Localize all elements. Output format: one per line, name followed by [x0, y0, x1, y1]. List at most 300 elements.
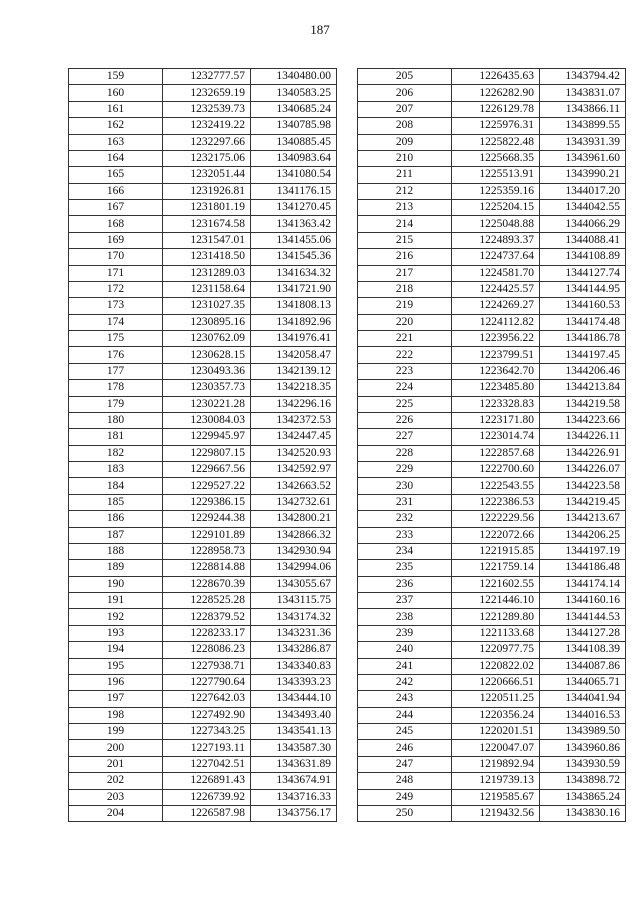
- table-row: [69, 560, 337, 576]
- table-row: [358, 773, 626, 789]
- x-coordinate-cell: 1227042.51: [163, 756, 251, 772]
- y-coordinate-cell: 1343865.24: [540, 789, 626, 805]
- x-coordinate-cell: 1230221.28: [163, 396, 251, 412]
- page-number: 187: [310, 22, 330, 37]
- y-coordinate-cell: 1344160.16: [540, 593, 626, 609]
- x-coordinate-cell: 1232297.66: [163, 134, 251, 150]
- point-number-cell: 224: [358, 380, 452, 396]
- point-number-cell: 249: [358, 789, 452, 805]
- x-coordinate-cell: 1226587.98: [163, 805, 251, 821]
- x-coordinate-cell: 1227938.71: [163, 658, 251, 674]
- table-row: [358, 380, 626, 396]
- x-coordinate-cell: 1229386.15: [163, 494, 251, 510]
- x-coordinate-cell: 1222857.68: [452, 445, 540, 461]
- y-coordinate-cell: 1343794.42: [540, 69, 626, 85]
- x-coordinate-cell: 1232659.19: [163, 85, 251, 101]
- x-coordinate-cell: 1225204.15: [452, 200, 540, 216]
- y-coordinate-cell: 1344127.74: [540, 265, 626, 281]
- y-coordinate-cell: 1341976.41: [251, 331, 337, 347]
- table-row: [69, 150, 337, 166]
- point-number-cell: 167: [69, 200, 163, 216]
- point-number-cell: 225: [358, 396, 452, 412]
- point-number-cell: 213: [358, 200, 452, 216]
- y-coordinate-cell: 1341808.13: [251, 298, 337, 314]
- y-coordinate-cell: 1340685.24: [251, 101, 337, 117]
- y-coordinate-cell: 1343990.21: [540, 167, 626, 183]
- point-number-cell: 179: [69, 396, 163, 412]
- y-coordinate-cell: 1343831.07: [540, 85, 626, 101]
- point-number-cell: 194: [69, 642, 163, 658]
- x-coordinate-cell: 1222386.53: [452, 494, 540, 510]
- point-number-cell: 242: [358, 674, 452, 690]
- x-coordinate-cell: 1222072.66: [452, 527, 540, 543]
- point-number-cell: 223: [358, 363, 452, 379]
- table-row: [358, 347, 626, 363]
- y-coordinate-cell: 1344206.46: [540, 363, 626, 379]
- y-coordinate-cell: 1342372.53: [251, 412, 337, 428]
- x-coordinate-cell: 1220822.02: [452, 658, 540, 674]
- table-row: [358, 674, 626, 690]
- y-coordinate-cell: 1343587.30: [251, 740, 337, 756]
- y-coordinate-cell: 1343541.13: [251, 724, 337, 740]
- y-coordinate-cell: 1340583.25: [251, 85, 337, 101]
- x-coordinate-cell: 1219739.13: [452, 773, 540, 789]
- point-number-cell: 204: [69, 805, 163, 821]
- point-number-cell: 185: [69, 494, 163, 510]
- y-coordinate-cell: 1342296.16: [251, 396, 337, 412]
- x-coordinate-cell: 1228814.88: [163, 560, 251, 576]
- x-coordinate-cell: 1229101.89: [163, 527, 251, 543]
- x-coordinate-cell: 1230084.03: [163, 412, 251, 428]
- y-coordinate-cell: 1344108.39: [540, 642, 626, 658]
- y-coordinate-cell: 1341080.54: [251, 167, 337, 183]
- table-row: [358, 805, 626, 821]
- table-row: [69, 101, 337, 117]
- x-coordinate-cell: 1220201.51: [452, 724, 540, 740]
- y-coordinate-cell: 1344042.55: [540, 200, 626, 216]
- point-number-cell: 222: [358, 347, 452, 363]
- y-coordinate-cell: 1344186.48: [540, 560, 626, 576]
- x-coordinate-cell: 1223485.80: [452, 380, 540, 396]
- x-coordinate-cell: 1229527.22: [163, 478, 251, 494]
- x-coordinate-cell: 1224581.70: [452, 265, 540, 281]
- x-coordinate-cell: 1222229.56: [452, 511, 540, 527]
- table-row: [69, 298, 337, 314]
- y-coordinate-cell: 1341455.06: [251, 232, 337, 248]
- coordinates-table-left: [68, 68, 337, 822]
- y-coordinate-cell: 1341270.45: [251, 200, 337, 216]
- y-coordinate-cell: 1344197.19: [540, 543, 626, 559]
- table-row: [69, 85, 337, 101]
- y-coordinate-cell: 1344065.71: [540, 674, 626, 690]
- y-coordinate-cell: 1342218.35: [251, 380, 337, 396]
- y-coordinate-cell: 1344226.07: [540, 462, 626, 478]
- y-coordinate-cell: 1343989.50: [540, 724, 626, 740]
- y-coordinate-cell: 1343961.60: [540, 150, 626, 166]
- y-coordinate-cell: 1343393.23: [251, 674, 337, 690]
- table-row: [358, 265, 626, 281]
- table-row: [69, 232, 337, 248]
- table-row: [69, 380, 337, 396]
- x-coordinate-cell: 1224893.37: [452, 232, 540, 248]
- x-coordinate-cell: 1231547.01: [163, 232, 251, 248]
- x-coordinate-cell: 1219892.94: [452, 756, 540, 772]
- y-coordinate-cell: 1340983.64: [251, 150, 337, 166]
- point-number-cell: 241: [358, 658, 452, 674]
- table-row: [358, 249, 626, 265]
- x-coordinate-cell: 1223642.70: [452, 363, 540, 379]
- x-coordinate-cell: 1220511.25: [452, 691, 540, 707]
- y-coordinate-cell: 1344219.58: [540, 396, 626, 412]
- x-coordinate-cell: 1220047.07: [452, 740, 540, 756]
- point-number-cell: 236: [358, 576, 452, 592]
- x-coordinate-cell: 1231027.35: [163, 298, 251, 314]
- y-coordinate-cell: 1341634.32: [251, 265, 337, 281]
- x-coordinate-cell: 1223014.74: [452, 429, 540, 445]
- x-coordinate-cell: 1221759.14: [452, 560, 540, 576]
- point-number-cell: 161: [69, 101, 163, 117]
- table-row: [69, 118, 337, 134]
- y-coordinate-cell: 1343931.39: [540, 134, 626, 150]
- point-number-cell: 238: [358, 609, 452, 625]
- point-number-cell: 188: [69, 543, 163, 559]
- x-coordinate-cell: 1224112.82: [452, 314, 540, 330]
- point-number-cell: 243: [358, 691, 452, 707]
- point-number-cell: 181: [69, 429, 163, 445]
- y-coordinate-cell: 1344160.53: [540, 298, 626, 314]
- table-row: [69, 789, 337, 805]
- x-coordinate-cell: 1222543.55: [452, 478, 540, 494]
- y-coordinate-cell: 1343631.89: [251, 756, 337, 772]
- x-coordinate-cell: 1221133.68: [452, 625, 540, 641]
- point-number-cell: 166: [69, 183, 163, 199]
- point-number-cell: 164: [69, 150, 163, 166]
- y-coordinate-cell: 1343340.83: [251, 658, 337, 674]
- table-row: [69, 576, 337, 592]
- x-coordinate-cell: 1221915.85: [452, 543, 540, 559]
- x-coordinate-cell: 1232051.44: [163, 167, 251, 183]
- y-coordinate-cell: 1343115.75: [251, 593, 337, 609]
- point-number-cell: 190: [69, 576, 163, 592]
- x-coordinate-cell: 1227492.90: [163, 707, 251, 723]
- point-number-cell: 216: [358, 249, 452, 265]
- y-coordinate-cell: 1344066.29: [540, 216, 626, 232]
- point-number-cell: 176: [69, 347, 163, 363]
- table-row: [358, 150, 626, 166]
- point-number-cell: 175: [69, 331, 163, 347]
- point-number-cell: 198: [69, 707, 163, 723]
- y-coordinate-cell: 1343960.86: [540, 740, 626, 756]
- y-coordinate-cell: 1341176.15: [251, 183, 337, 199]
- table-row: [358, 642, 626, 658]
- point-number-cell: 247: [358, 756, 452, 772]
- point-number-cell: 199: [69, 724, 163, 740]
- point-number-cell: 233: [358, 527, 452, 543]
- point-number-cell: 202: [69, 773, 163, 789]
- table-row: [358, 429, 626, 445]
- x-coordinate-cell: 1232539.73: [163, 101, 251, 117]
- table-row: [358, 232, 626, 248]
- table-row: [69, 609, 337, 625]
- table-row: [358, 412, 626, 428]
- point-number-cell: 240: [358, 642, 452, 658]
- table-row: [69, 200, 337, 216]
- table-row: [358, 609, 626, 625]
- x-coordinate-cell: 1220977.75: [452, 642, 540, 658]
- x-coordinate-cell: 1221289.80: [452, 609, 540, 625]
- point-number-cell: 228: [358, 445, 452, 461]
- x-coordinate-cell: 1219585.67: [452, 789, 540, 805]
- point-number-cell: 210: [358, 150, 452, 166]
- x-coordinate-cell: 1219432.56: [452, 805, 540, 821]
- point-number-cell: 169: [69, 232, 163, 248]
- table-row: [358, 101, 626, 117]
- y-coordinate-cell: 1344174.48: [540, 314, 626, 330]
- table-row: [69, 347, 337, 363]
- y-coordinate-cell: 1344144.95: [540, 281, 626, 297]
- y-coordinate-cell: 1343493.40: [251, 707, 337, 723]
- x-coordinate-cell: 1226739.92: [163, 789, 251, 805]
- x-coordinate-cell: 1231801.19: [163, 200, 251, 216]
- y-coordinate-cell: 1344127.28: [540, 625, 626, 641]
- table-row: [69, 527, 337, 543]
- x-coordinate-cell: 1223799.51: [452, 347, 540, 363]
- table-row: [358, 625, 626, 641]
- point-number-cell: 191: [69, 593, 163, 609]
- point-number-cell: 174: [69, 314, 163, 330]
- y-coordinate-cell: 1344197.45: [540, 347, 626, 363]
- x-coordinate-cell: 1230357.73: [163, 380, 251, 396]
- table-row: [358, 314, 626, 330]
- table-row: [69, 756, 337, 772]
- point-number-cell: 221: [358, 331, 452, 347]
- point-number-cell: 192: [69, 609, 163, 625]
- y-coordinate-cell: 1340480.00: [251, 69, 337, 85]
- point-number-cell: 172: [69, 281, 163, 297]
- point-number-cell: 217: [358, 265, 452, 281]
- point-number-cell: 208: [358, 118, 452, 134]
- x-coordinate-cell: 1223171.80: [452, 412, 540, 428]
- point-number-cell: 168: [69, 216, 163, 232]
- x-coordinate-cell: 1231289.03: [163, 265, 251, 281]
- point-number-cell: 219: [358, 298, 452, 314]
- table-row: [69, 216, 337, 232]
- table-row: [69, 331, 337, 347]
- y-coordinate-cell: 1343866.11: [540, 101, 626, 117]
- x-coordinate-cell: 1224737.64: [452, 249, 540, 265]
- y-coordinate-cell: 1341363.42: [251, 216, 337, 232]
- y-coordinate-cell: 1344174.14: [540, 576, 626, 592]
- x-coordinate-cell: 1232419.22: [163, 118, 251, 134]
- y-coordinate-cell: 1343898.72: [540, 773, 626, 789]
- point-number-cell: 182: [69, 445, 163, 461]
- table-row: [69, 69, 337, 85]
- point-number-cell: 165: [69, 167, 163, 183]
- table-row: [358, 527, 626, 543]
- table-row: [358, 167, 626, 183]
- table-row: [358, 298, 626, 314]
- x-coordinate-cell: 1222700.60: [452, 462, 540, 478]
- y-coordinate-cell: 1343756.17: [251, 805, 337, 821]
- table-row: [358, 331, 626, 347]
- table-row: [358, 69, 626, 85]
- x-coordinate-cell: 1227642.03: [163, 691, 251, 707]
- point-number-cell: 186: [69, 511, 163, 527]
- y-coordinate-cell: 1341892.96: [251, 314, 337, 330]
- x-coordinate-cell: 1228086.23: [163, 642, 251, 658]
- point-number-cell: 229: [358, 462, 452, 478]
- point-number-cell: 187: [69, 527, 163, 543]
- x-coordinate-cell: 1226129.78: [452, 101, 540, 117]
- y-coordinate-cell: 1343899.55: [540, 118, 626, 134]
- table-row: [358, 134, 626, 150]
- point-number-cell: 159: [69, 69, 163, 85]
- point-number-cell: 196: [69, 674, 163, 690]
- point-number-cell: 234: [358, 543, 452, 559]
- table-row: [69, 494, 337, 510]
- y-coordinate-cell: 1344041.94: [540, 691, 626, 707]
- y-coordinate-cell: 1342930.94: [251, 543, 337, 559]
- table-row: [358, 543, 626, 559]
- x-coordinate-cell: 1226282.90: [452, 85, 540, 101]
- point-number-cell: 197: [69, 691, 163, 707]
- y-coordinate-cell: 1342139.12: [251, 363, 337, 379]
- x-coordinate-cell: 1224425.57: [452, 281, 540, 297]
- y-coordinate-cell: 1343055.67: [251, 576, 337, 592]
- table-row: [69, 412, 337, 428]
- x-coordinate-cell: 1229807.15: [163, 445, 251, 461]
- table-row: [69, 707, 337, 723]
- y-coordinate-cell: 1342663.52: [251, 478, 337, 494]
- x-coordinate-cell: 1228233.17: [163, 625, 251, 641]
- point-number-cell: 193: [69, 625, 163, 641]
- x-coordinate-cell: 1223328.83: [452, 396, 540, 412]
- y-coordinate-cell: 1344016.53: [540, 707, 626, 723]
- table-row: [358, 494, 626, 510]
- x-coordinate-cell: 1228379.52: [163, 609, 251, 625]
- table-row: [69, 543, 337, 559]
- y-coordinate-cell: 1344219.45: [540, 494, 626, 510]
- x-coordinate-cell: 1229667.56: [163, 462, 251, 478]
- table-row: [358, 724, 626, 740]
- x-coordinate-cell: 1223956.22: [452, 331, 540, 347]
- table-row: [358, 445, 626, 461]
- x-coordinate-cell: 1221446.10: [452, 593, 540, 609]
- table-row: [358, 183, 626, 199]
- y-coordinate-cell: 1342447.45: [251, 429, 337, 445]
- table-row: [358, 691, 626, 707]
- x-coordinate-cell: 1230493.36: [163, 363, 251, 379]
- x-coordinate-cell: 1229244.38: [163, 511, 251, 527]
- table-row: [69, 265, 337, 281]
- y-coordinate-cell: 1342800.21: [251, 511, 337, 527]
- y-coordinate-cell: 1344144.53: [540, 609, 626, 625]
- point-number-cell: 206: [358, 85, 452, 101]
- point-number-cell: 245: [358, 724, 452, 740]
- table-row: [69, 805, 337, 821]
- y-coordinate-cell: 1342732.61: [251, 494, 337, 510]
- point-number-cell: 212: [358, 183, 452, 199]
- table-row: [69, 167, 337, 183]
- point-number-cell: 162: [69, 118, 163, 134]
- y-coordinate-cell: 1342994.06: [251, 560, 337, 576]
- x-coordinate-cell: 1231418.50: [163, 249, 251, 265]
- x-coordinate-cell: 1220666.51: [452, 674, 540, 690]
- table-row: [69, 478, 337, 494]
- x-coordinate-cell: 1221602.55: [452, 576, 540, 592]
- x-coordinate-cell: 1228670.39: [163, 576, 251, 592]
- x-coordinate-cell: 1225976.31: [452, 118, 540, 134]
- point-number-cell: 239: [358, 625, 452, 641]
- y-coordinate-cell: 1340885.45: [251, 134, 337, 150]
- x-coordinate-cell: 1224269.27: [452, 298, 540, 314]
- y-coordinate-cell: 1344223.58: [540, 478, 626, 494]
- point-number-cell: 246: [358, 740, 452, 756]
- y-coordinate-cell: 1343286.87: [251, 642, 337, 658]
- y-coordinate-cell: 1344213.84: [540, 380, 626, 396]
- x-coordinate-cell: 1232175.06: [163, 150, 251, 166]
- table-row: [69, 281, 337, 297]
- point-number-cell: 163: [69, 134, 163, 150]
- y-coordinate-cell: 1343444.10: [251, 691, 337, 707]
- point-number-cell: 171: [69, 265, 163, 281]
- point-number-cell: 177: [69, 363, 163, 379]
- table-row: [69, 658, 337, 674]
- y-coordinate-cell: 1344186.78: [540, 331, 626, 347]
- point-number-cell: 231: [358, 494, 452, 510]
- table-row: [358, 707, 626, 723]
- y-coordinate-cell: 1343716.33: [251, 789, 337, 805]
- x-coordinate-cell: 1227343.25: [163, 724, 251, 740]
- point-number-cell: 218: [358, 281, 452, 297]
- table-row: [358, 593, 626, 609]
- point-number-cell: 189: [69, 560, 163, 576]
- point-number-cell: 244: [358, 707, 452, 723]
- y-coordinate-cell: 1343830.16: [540, 805, 626, 821]
- table-row: [358, 478, 626, 494]
- x-coordinate-cell: 1225822.48: [452, 134, 540, 150]
- table-row: [69, 625, 337, 641]
- point-number-cell: 209: [358, 134, 452, 150]
- table-row: [358, 281, 626, 297]
- point-number-cell: 180: [69, 412, 163, 428]
- point-number-cell: 215: [358, 232, 452, 248]
- table-row: [358, 462, 626, 478]
- point-number-cell: 235: [358, 560, 452, 576]
- table-row: [358, 396, 626, 412]
- y-coordinate-cell: 1342058.47: [251, 347, 337, 363]
- x-coordinate-cell: 1225668.35: [452, 150, 540, 166]
- table-row: [69, 429, 337, 445]
- point-number-cell: 214: [358, 216, 452, 232]
- x-coordinate-cell: 1231926.81: [163, 183, 251, 199]
- point-number-cell: 195: [69, 658, 163, 674]
- table-row: [69, 511, 337, 527]
- point-number-cell: 237: [358, 593, 452, 609]
- y-coordinate-cell: 1343674.91: [251, 773, 337, 789]
- point-number-cell: 205: [358, 69, 452, 85]
- point-number-cell: 227: [358, 429, 452, 445]
- y-coordinate-cell: 1342866.32: [251, 527, 337, 543]
- y-coordinate-cell: 1344226.11: [540, 429, 626, 445]
- y-coordinate-cell: 1344206.25: [540, 527, 626, 543]
- point-number-cell: 183: [69, 462, 163, 478]
- y-coordinate-cell: 1340785.98: [251, 118, 337, 134]
- y-coordinate-cell: 1343174.32: [251, 609, 337, 625]
- table-row: [69, 134, 337, 150]
- x-coordinate-cell: 1228525.28: [163, 593, 251, 609]
- point-number-cell: 250: [358, 805, 452, 821]
